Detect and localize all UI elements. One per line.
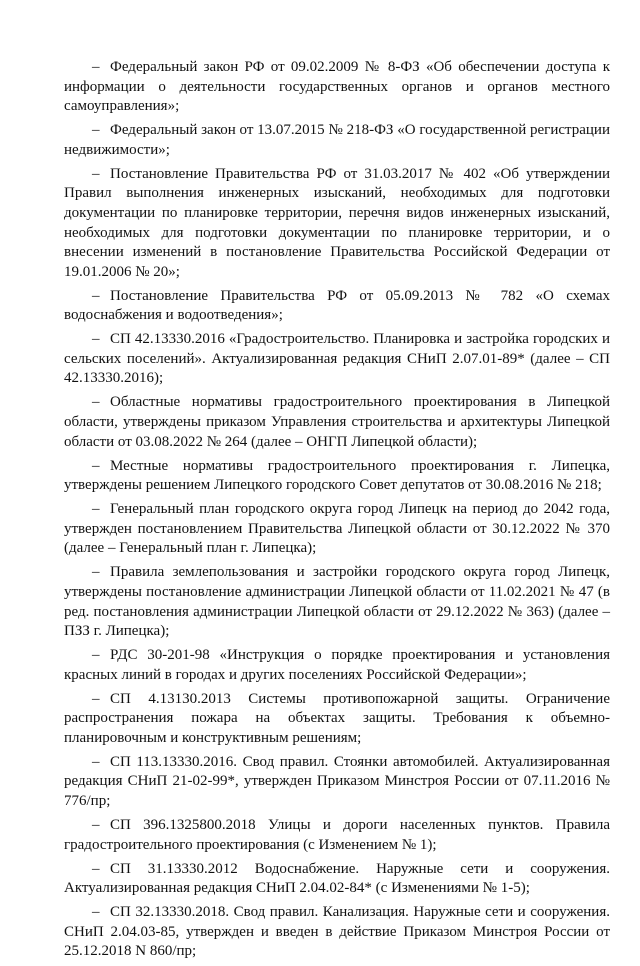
- list-dash: –: [92, 59, 100, 75]
- list-item-text: Местные нормативы градостроительного проектирования г. Липецка, утверждены решением Липецкого городского Совет депутатов от 30.08.2016 № 218;: [64, 457, 610, 494]
- list-item: [64, 330, 610, 389]
- list-dash: –: [92, 331, 100, 348]
- list-dash: –: [92, 753, 100, 770]
- list-item-text: Областные нормативы градостроительного проектирования в Липецкой области, утверждены приказом Управления строительства и архитектуры Липецкой области от 03.08.2022 № 264 (далее – ОНГП Липецкой области);: [64, 394, 610, 450]
- list-dash: –: [92, 457, 100, 474]
- list-item: [64, 753, 610, 812]
- list-item: [64, 58, 610, 117]
- list-item-text: СП 4.13130.2013 Системы противопожарной защиты. Ограничение распространения пожара на объектах защиты. Требования к объемно-планировочным и конструктивным решениям;: [64, 690, 610, 746]
- list-item-text: Постановление Правительства РФ от 05.09.2013 № 782 «О схемах водоснабжения и водоотведения»;: [64, 287, 610, 324]
- list-item: [64, 121, 610, 160]
- list-item-text: Постановление Правительства РФ от 31.03.2017 № 402 «Об утверждении Правил выполнения инженерных изысканий, необходимых для подготовки документации по планировке территории, перечня видов инженерных изысканий, необходимых для подготовки документации по планировке территории, и о внесении изменений в постановление Правительства Российской Федерации от 19.01.2006 № 20»;: [64, 165, 610, 280]
- list-item: [64, 860, 610, 899]
- list-item: [64, 563, 610, 641]
- list-dash: –: [92, 122, 100, 139]
- list-item-text: СП 42.13330.2016 «Градостроительство. Планировка и застройка городских и сельских поселений». Актуализированная редакция СНиП 2.07.01-89* (далее – СП 42.13330.2016);: [64, 331, 610, 387]
- list-item-text: Федеральный закон от 13.07.2015 № 218-ФЗ «О государственной регистрации недвижимости»;: [64, 122, 610, 158]
- list-item-text: СП 31.13330.2012 Водоснабжение. Наружные сети и сооружения. Актуализированная редакция СНиП 2.04.02-84* (с Изменениями № 1-5);: [64, 860, 610, 897]
- list-item: [64, 903, 610, 962]
- list-item-text: Генеральный план городского округа город Липецк на период до 2042 года, утвержден постановлением Правительства Липецкой области от 30.12.2022 № 370 (далее – Генеральный план г. Липецка);: [64, 501, 610, 557]
- list-item: [64, 287, 610, 326]
- list-item: [64, 393, 610, 452]
- list-dash: –: [92, 564, 100, 581]
- list-dash: –: [92, 817, 100, 834]
- list-item: [64, 816, 610, 855]
- list-item: [64, 165, 610, 283]
- list-item-text: СП 32.13330.2018. Свод правил. Канализация. Наружные сети и сооружения. СНиП 2.04.03-85, утвержден и введен в действие Приказом Минстроя России от 25.12.2018 N 860/пр;: [64, 904, 610, 960]
- list-item-text: Федеральный закон РФ от 09.02.2009 № 8-ФЗ «Об обеспечении доступа к информации о деятельности государственных органов и органов местного самоуправления»;: [64, 59, 610, 115]
- list-dash: –: [92, 287, 100, 304]
- list-dash: –: [92, 647, 100, 664]
- list-dash: –: [92, 165, 100, 182]
- list-item-text: Правила землепользования и застройки городского округа город Липецк, утверждены постановление администрации Липецкой области от 11.02.2021 № 47 (в ред. постановления администрации Липецкой области от 29.12.2022 № 363) (далее – ПЗЗ г. Липецка);: [64, 564, 610, 640]
- list-dash: –: [92, 904, 100, 921]
- list-item: [64, 500, 610, 559]
- list-item-text: РДС 30-201-98 «Инструкция о порядке проектирования и установления красных линий в городах и других поселениях Российской Федерации»;: [64, 647, 610, 683]
- list-item: [64, 457, 610, 496]
- list-item-text: СП 396.1325800.2018 Улицы и дороги населенных пунктов. Правила градостроительного проектирования (с Изменением № 1);: [64, 817, 610, 853]
- list-item-text: СП 113.13330.2016. Свод правил. Стоянки автомобилей. Актуализированная редакция СНиП 21-02-99*, утвержден Приказом Минстроя России от 07.11.2016 № 776/пр;: [64, 753, 610, 810]
- list-dash: –: [92, 501, 100, 518]
- list-item: [64, 646, 610, 685]
- list-dash: –: [92, 690, 100, 707]
- list-dash: –: [92, 860, 100, 877]
- document-page: [64, 58, 610, 966]
- list-dash: –: [92, 394, 100, 411]
- list-item: [64, 690, 610, 749]
